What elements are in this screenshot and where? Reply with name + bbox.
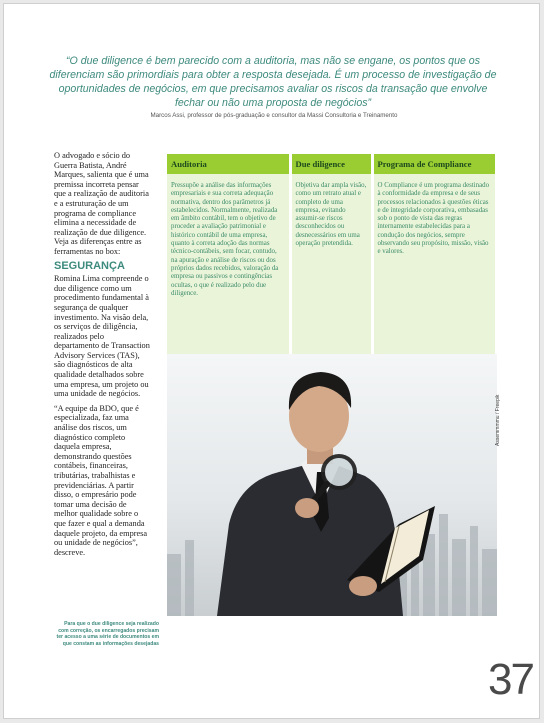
- table-cell-compliance: O Compliance é um programa destinado à conformidade da empresa e de seus processos relacionados à questões éticas e de integridade corporativa, embasadas sob o ponto de vista das regras internamente estabelecidas para a condução dos negócios, sempre observando seu propósito, missão, visão e valores.: [372, 174, 495, 354]
- table-cell-auditoria: Pressupõe a análise das informações empresariais e sua correta adequação normativa, dentro dos parâmetros já estabelecidos. Normalmente, realizada em âmbito contábil, tem o objetivo de proceder a avaliação patrimonial e histórico contábil de uma empresa, quanto à correta adoção das normas técnico-contábeis, sem focar, contudo, na apuração e análise de riscos ou dos próprios dados recebidos, valoração da empresa ou passivos e contingências ocultas, o que é realizado pelo due diligence.: [167, 174, 290, 354]
- pull-quote: “O due diligence é bem parecido com a auditoria, mas não se engane, os pontos que os diferenciam são primordiais para obter a resposta desejada. É um processo de investigação de oportunidades de negócios, em que precisamos avaliar os riscos da transação que envolve fechar ou não uma proposta de negócios”: [49, 55, 497, 109]
- section-heading: SEGURANÇA: [54, 259, 125, 272]
- businessman-magnifier-photo: [167, 354, 497, 616]
- body-paragraph: “A equipe da BDO, que é especializada, faz uma análise dos riscos, um diagnóstico completo daquela empresa, demonstrando questões contábeis, financeiras, tributárias, trabalhistas e previdenciárias. A partir disso, o empresário pode tomar uma decisão de melhor qualidade sobre o que fazer e qual a demanda daquele projeto, da empresa ou unidade de negócios”, descreve.: [54, 403, 148, 557]
- table-header-due-diligence: Due diligence: [290, 154, 372, 174]
- photo-credit: Assemmmmu / Freepik: [495, 394, 501, 446]
- magazine-page: [3, 3, 540, 719]
- table-header-row: [167, 154, 495, 174]
- comparison-table: [167, 154, 495, 354]
- table-header-auditoria: Auditoria: [167, 154, 290, 174]
- body-paragraph: Romina Lima compreende o due diligence como um procedimento fundamental à segurança de qualquer investimento. Na visão dela, os serviços de diligência, realizados pelo departamento de Transaction Advisory Services (TAS), são diagnósticos de alta qualidade detalhados sobre uma empresa, um projeto ou uma unidade de negócios.: [54, 274, 150, 399]
- photo-illustration: [167, 354, 497, 616]
- quote-author: Marcos Assi, professor de pós-graduação e consultor da Massi Consultoria e Treinamento: [150, 112, 398, 119]
- table-row: [167, 174, 495, 354]
- table-cell-due-diligence: Objetiva dar ampla visão, como um retrato atual e completo de uma empresa, evitando assumir-se riscos desconhecidos ou desnecessários em uma operação pretendida.: [290, 174, 372, 354]
- photo-caption: Para que o due diligence seja realizado com correção, os encarregados precisam ter acesso a uma série de documentos em que constam as informações desejadas: [56, 621, 159, 647]
- table-header-compliance: Programa de Compliance: [372, 154, 495, 174]
- intro-paragraph: O advogado e sócio do Guerra Batista, André Marques, salienta que é uma premissa incorreta pensar que a realização de auditoria e a estruturação de um programa de compliance elimina a necessidade de realização de due diligence. Veja as diferenças entre as ferramentas no box:: [54, 151, 149, 256]
- page-number: 37: [488, 655, 533, 704]
- left-text-column: [54, 151, 150, 562]
